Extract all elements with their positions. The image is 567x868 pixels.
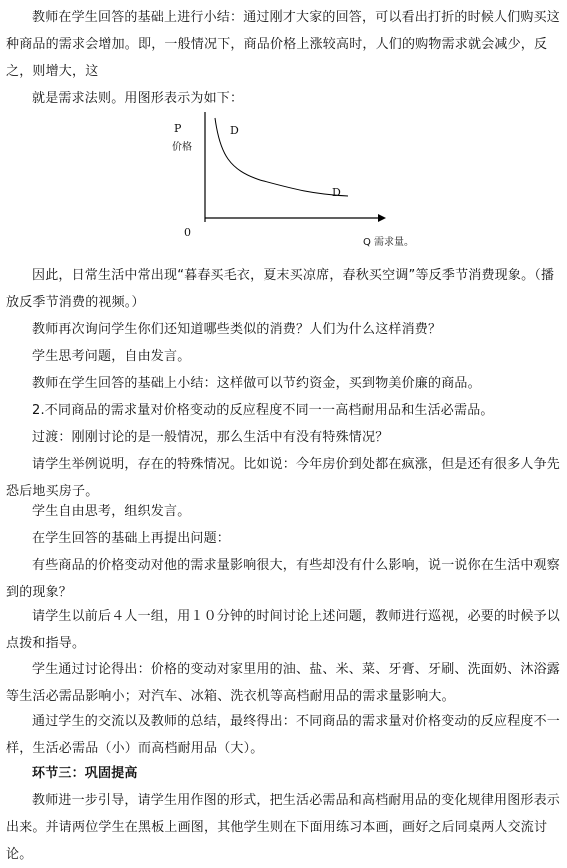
section-heading: 环节三：巩固提高 <box>32 766 138 781</box>
demand-curve-svg <box>160 110 440 250</box>
paragraph-conclusion-goods: 学生通过讨论得出：价格的变动对家里用的油、盐、米、菜、牙膏、牙刷、洗面奶、沐浴露等生活必需品影响小；对汽车、冰箱、洗衣机等高档耐用品的需求量影响大。 <box>6 662 561 704</box>
paragraph-observe: 有些商品的价格变动对他的需求量影响很大，有些却没有什么影响，说一说你在生活中观察到的现象？ <box>6 558 561 600</box>
paragraph-students-think: 学生思考问题，自由发言。 <box>32 349 191 364</box>
paragraph-group-discussion: 请学生以前后４人一组，用１０分钟的时间讨论上述问题，教师进行巡视，必要的时候予以点拨和指导。 <box>6 609 561 651</box>
paragraph-seasonal: 因此，日常生活中常出现“暮春买毛衣，夏末买凉席，春秋买空调”等反季节消费现象。（播放反季节消费的视频。） <box>6 268 555 310</box>
curve-label-bottom: D <box>332 186 341 199</box>
paragraph-summary: 教师在学生回答的基础上进行小结：通过刚才大家的回答，可以看出打折的时候人们购买这种商品的需求会增加。即，一般情况下，商品价格上涨较高时，人们的购物需求就会减少，反之，则增大，这 <box>6 10 561 79</box>
paragraph-next-question: 在学生回答的基础上再提出问题： <box>32 531 231 546</box>
origin-label: 0 <box>184 226 191 239</box>
y-axis-symbol: P <box>174 122 182 135</box>
y-axis-label: 价格 <box>172 142 192 153</box>
x-axis-label: Q 需求量。 <box>363 237 415 248</box>
paragraph-example: 请学生举例说明，存在的特殊情况。比如说：今年房价到处都在疯涨，但是还有很多人争先恐后地买房子。 <box>6 457 561 499</box>
paragraph-point-two: 2.不同商品的需求量对价格变动的反应程度不同一一高档耐用品和生活必需品。 <box>32 403 494 418</box>
paragraph-teacher-ask: 教师再次询问学生你们还知道哪些类似的消费？人们为什么这样消费？ <box>32 322 442 337</box>
paragraph-teacher-summary: 教师在学生回答的基础上小结：这样做可以节约资金，买到物美价廉的商品。 <box>32 376 481 391</box>
paragraph-demand-law: 就是需求法则。用图形表示为如下： <box>32 91 244 106</box>
demand-curve-figure <box>160 110 440 250</box>
paragraph-free-think: 学生自由思考，组织发言。 <box>32 504 191 519</box>
x-axis-arrow <box>378 214 386 222</box>
paragraph-drawing-task: 教师进一步引导，请学生用作图的形式，把生活必需品和高档耐用品的变化规律用图形表示出来。并请两位学生在黑板上画图，其他学生则在下面用练习本画，画好之后同桌两人交流讨论。 <box>6 793 561 862</box>
curve-label-top: D <box>230 124 239 137</box>
paragraph-final-conclusion: 通过学生的交流以及教师的总结，最终得出：不同商品的需求量对价格变动的反应程度不一样，生活必需品（小）而高档耐用品（大）。 <box>6 714 561 756</box>
paragraph-transition: 过渡：刚刚讨论的是一般情况，那么生活中有没有特殊情况？ <box>32 430 389 445</box>
